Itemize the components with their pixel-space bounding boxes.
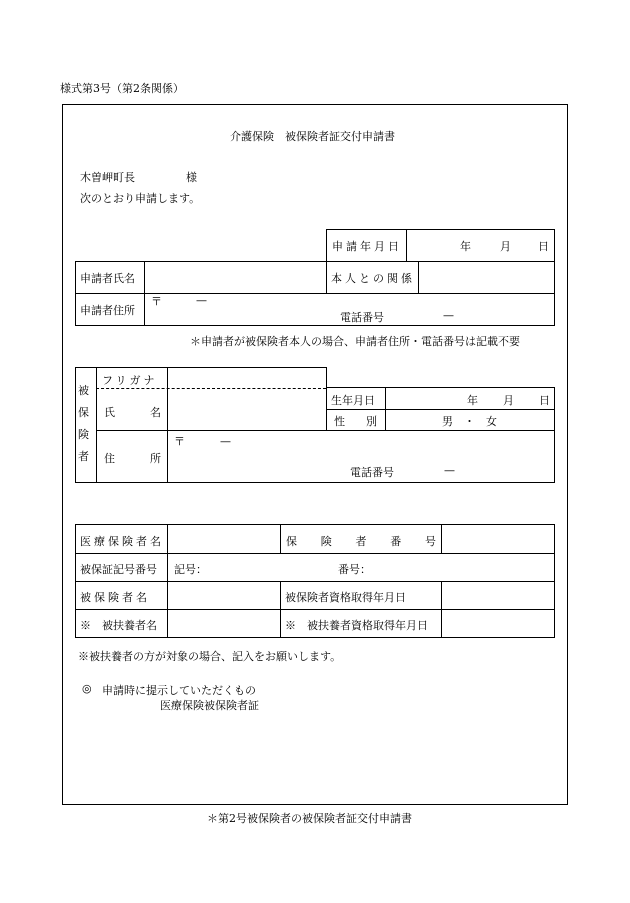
applicant-postal-dash: —: [196, 294, 207, 307]
present-item: 医療保険被保険者証: [160, 699, 259, 712]
present-mark: ◎: [82, 682, 92, 695]
dependent-name-field[interactable]: [171, 612, 277, 635]
furigana-label: フリガナ: [102, 374, 158, 387]
kigo-label: 記号：: [174, 563, 207, 576]
card-number-label: 被保証記号番号: [80, 563, 157, 576]
applicant-name-field[interactable]: [148, 264, 322, 290]
application-date-field[interactable]: [410, 232, 550, 258]
insured-postal-mark: 〒: [174, 435, 185, 448]
insured-name-row-label: 被保険者名: [80, 591, 150, 604]
insurer-name-label: 医療保険者名: [80, 535, 164, 548]
present-label: 申請時に提示していただくもの: [102, 684, 256, 697]
application-date-day: 日: [538, 240, 549, 253]
insured-phone-label: 電話番号: [350, 466, 394, 479]
insured-date-field[interactable]: [445, 584, 551, 607]
applicant-address-label: 申請者住所: [80, 304, 135, 317]
intro-text: 次のとおり申請します。: [80, 192, 201, 205]
dependent-note: ※被扶養者の方が対象の場合、記入をお願いします。: [78, 650, 342, 663]
applicant-name-label: 申請者氏名: [80, 272, 135, 285]
insured-name-label-1: 氏: [104, 406, 115, 419]
birth-date-label: 生年月日: [331, 394, 375, 407]
sex-options[interactable]: 男 ・ 女: [442, 415, 497, 428]
insurer-name-field[interactable]: [171, 527, 277, 550]
birth-day: 日: [539, 394, 550, 407]
bango-label: 番号：: [338, 563, 371, 576]
dependent-date-field[interactable]: [445, 612, 551, 635]
addressee-honorific: 様: [186, 171, 197, 184]
insured-name-row-field[interactable]: [171, 584, 277, 607]
form-title: 介護保険 被保険者証交付申請書: [230, 130, 395, 143]
bango-field[interactable]: [372, 556, 551, 579]
insured-group-label: 被 保 険 者: [78, 384, 89, 463]
application-date-month: 月: [500, 240, 511, 253]
applicant-phone-label: 電話番号: [340, 311, 384, 324]
footer-caption: ＊第2号被保険者の被保険者証交付申請書: [207, 812, 412, 825]
birth-date-field[interactable]: [389, 389, 551, 407]
dependent-date-label: ※ 被扶養者資格取得年月日: [285, 619, 428, 632]
insured-name-field[interactable]: [171, 391, 323, 427]
application-date-year: 年: [460, 240, 471, 253]
insurer-number-label: 保 険 者 番 号: [286, 535, 436, 548]
insured-address-field[interactable]: [171, 433, 551, 479]
addressee-name: 木曽岬町長: [80, 171, 135, 184]
insured-address-label-2: 所: [150, 452, 161, 465]
applicant-postal-mark: 〒: [151, 295, 162, 308]
applicant-address-field[interactable]: [148, 296, 550, 322]
applicant-phone-dash: —: [443, 309, 454, 322]
insured-phone-dash: —: [444, 464, 455, 477]
sex-label-2: 別: [366, 415, 377, 428]
kigo-field[interactable]: [208, 556, 334, 579]
birth-month: 月: [503, 394, 514, 407]
applicant-note: ＊申請者が被保険者本人の場合、申請者住所・電話番号は記載不要: [190, 335, 520, 348]
insured-postal-dash: —: [220, 435, 231, 448]
relation-label: 本人との関係: [331, 272, 415, 285]
insured-address-label-1: 住: [104, 452, 115, 465]
birth-year: 年: [467, 394, 478, 407]
application-date-label: 申請年月日: [332, 240, 402, 253]
sex-label-1: 性: [334, 415, 345, 428]
insurer-number-field[interactable]: [445, 527, 551, 550]
insured-date-label: 被保険者資格取得年月日: [285, 591, 406, 604]
relation-field[interactable]: [422, 264, 550, 290]
dependent-name-label: ※ 被扶養者名: [80, 619, 157, 632]
form-number: 様式第3号（第2条関係）: [60, 82, 184, 95]
insured-name-label-2: 名: [150, 406, 161, 419]
furigana-field[interactable]: [171, 369, 323, 387]
